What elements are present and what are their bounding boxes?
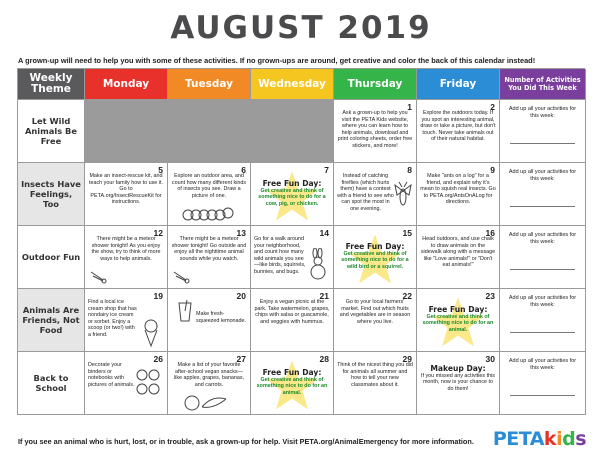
add-up-label: Add up all your activities for this week:	[508, 295, 577, 308]
day-number: 6	[241, 165, 246, 175]
logo-peta-text: PETA	[492, 428, 544, 450]
weekly-theme: Back to School	[18, 352, 85, 415]
activity-text: Go to your local farmers' market. Find out which fruits and vegetables are in season where you live.	[339, 299, 411, 325]
meteor-icon	[89, 270, 109, 284]
ice-cream-icon	[141, 318, 161, 348]
activity-text: Make "ants on a log" for a friend, and explain why it's mean to squish real insects. Go to PETA.org/AntsOnALog for directions.	[420, 173, 496, 205]
day-cell	[85, 352, 168, 415]
activity-count-cell[interactable]	[500, 100, 586, 163]
weekly-theme: Insects Have Feelings, Too	[18, 163, 85, 226]
day-cell	[334, 352, 417, 415]
bunny-icon	[307, 248, 329, 280]
day-cell	[334, 289, 417, 352]
weekly-theme: Let Wild Animals Be Free	[18, 100, 85, 163]
count-write-line[interactable]	[510, 395, 575, 396]
empty-day-cell	[85, 100, 168, 163]
day-cell	[417, 226, 500, 289]
makeup-day	[420, 364, 496, 392]
activity-text: Decorate your binders or notebooks with pictures of animals.	[88, 362, 135, 388]
page-title: AUGUST 2019	[170, 10, 432, 46]
activity-text: Think of the nicest thing you did for animals all summer and how to tell your new classmates about it.	[337, 362, 413, 388]
activity-text: Explore an outdoor area, and count how many different kinds of insects you see. Draw a picture of one.	[171, 173, 247, 199]
free-fun-day	[254, 179, 330, 207]
lemonade-icon	[176, 299, 194, 323]
day-number: 7	[324, 165, 329, 175]
day-number: 5	[158, 165, 163, 175]
caterpillar-icon	[182, 206, 234, 222]
activity-text: Get creative and think of something nice to do for a cow, pig, or chicken.	[258, 188, 326, 207]
count-write-line[interactable]	[510, 269, 575, 270]
logo-kids-letter: k	[543, 428, 557, 450]
day-cell	[168, 226, 251, 289]
day-number: 22	[402, 291, 412, 301]
day-cell	[334, 100, 417, 163]
logo-kids-letter: i	[556, 428, 563, 450]
day-number: 8	[407, 165, 412, 175]
logo-kids-text	[544, 428, 586, 450]
firefly-icon	[392, 181, 414, 209]
header-tuesday: Tuesday	[168, 69, 251, 100]
count-write-line[interactable]	[510, 143, 575, 144]
fruit-icon	[184, 393, 232, 411]
day-number: 27	[236, 354, 246, 364]
empty-day-cell	[168, 100, 251, 163]
activity-text: Get creative and think of something nice to do for an animal.	[256, 377, 328, 396]
header-activities-count: Number of Activities You Did This Week	[500, 69, 586, 100]
add-up-label: Add up all your activities for this week:	[508, 232, 577, 245]
activity-count-cell[interactable]	[500, 352, 586, 415]
day-cell	[251, 163, 334, 226]
free-fun-title: Free Fun Day:	[262, 368, 322, 377]
stickers-icon	[135, 368, 161, 398]
activity-count-cell[interactable]	[500, 226, 586, 289]
activity-text: Make an insect-rescue kit, and teach your family how to use it. Go to PETA.org/InsectRescueKit for instructions.	[88, 173, 163, 205]
activity-text: Make a list of your favorite after-school vegan snacks—like apples, grapes, bananas, and carrots.	[173, 362, 245, 388]
add-up-label: Add up all your activities for this week:	[508, 358, 577, 371]
activity-text: Find a local ice cream shop that has nondairy ice cream or sorbet. Enjoy a scoop (or two!) with a friend.	[88, 299, 137, 338]
day-number: 9	[490, 165, 495, 175]
day-cell	[251, 352, 334, 415]
day-number: 20	[236, 291, 246, 301]
count-write-line[interactable]	[510, 206, 575, 207]
day-cell	[334, 163, 417, 226]
day-cell	[85, 289, 168, 352]
activity-text: Enjoy a vegan picnic at the park. Take watermelon, grapes, chips with salsa or guacamole, and veggies with hummus.	[254, 299, 330, 325]
day-number: 12	[153, 228, 163, 238]
meteor-icon	[172, 270, 192, 284]
day-number: 23	[485, 291, 495, 301]
activity-text: Instead of catching fireflies (which hurts them) have a contest with a friend to see who can spot the most in one evening.	[337, 173, 394, 212]
empty-day-cell	[251, 100, 334, 163]
activity-text: Get creative and think of something nice to do for a wild bird or a squirrel.	[341, 251, 409, 270]
free-fun-day	[254, 368, 330, 396]
day-cell	[168, 289, 251, 352]
activity-count-cell[interactable]	[500, 289, 586, 352]
activity-text: Make fresh-squeezed lemonade.	[196, 311, 247, 324]
activity-count-cell[interactable]	[500, 163, 586, 226]
day-number: 28	[319, 354, 329, 364]
day-cell	[85, 226, 168, 289]
free-fun-title: Free Fun Day:	[262, 179, 322, 188]
header-wednesday: Wednesday	[251, 69, 334, 100]
day-number: 19	[153, 291, 163, 301]
day-cell	[251, 289, 334, 352]
day-number: 26	[153, 354, 163, 364]
activity-text: There might be a meteor shower tonight! Go outside and enjoy all the nighttime animal sounds while you watch.	[171, 236, 247, 262]
day-cell	[417, 289, 500, 352]
activity-text: Ask a grown-up to help you visit the PETA Kids website, where you can learn how to help animals, download and print coloring sheets, order free stickers, and more!	[337, 110, 413, 149]
day-number: 29	[402, 354, 412, 364]
activity-text: There might be a meteor shower tonight! As you enjoy the show, try to think of more ways to help animals.	[91, 236, 161, 262]
day-number: 13	[236, 228, 246, 238]
free-fun-title: Free Fun Day:	[428, 305, 488, 314]
weekly-theme: Outdoor Fun	[18, 226, 85, 289]
calendar-grid	[17, 68, 585, 415]
header-thursday: Thursday	[334, 69, 417, 100]
logo-kids-letter: s	[575, 428, 586, 450]
day-cell	[334, 226, 417, 289]
activity-text: Go for a walk around your neighborhood, and count how many wild animals you see—like birds, squirrels, bunnies, and bugs.	[254, 236, 306, 275]
add-up-label: Add up all your activities for this week:	[508, 106, 577, 119]
activity-text: Head outdoors, and use chalk to draw animals on the sidewalk along with a message like "Love animals!" or "Don't eat animals!"	[420, 236, 496, 268]
day-cell	[251, 226, 334, 289]
day-cell	[417, 100, 500, 163]
header-weekly-theme: Weekly Theme	[18, 69, 85, 100]
footer-text: If you see an animal who is hurt, lost, or in trouble, ask a grown-up for help. Visit PETA.org/AnimalEmergency for more information.	[18, 437, 474, 446]
day-number: 1	[407, 102, 412, 112]
activity-text: If you missed any activities this month, now is your chance to do them!	[420, 373, 495, 392]
day-number: 15	[402, 228, 412, 238]
free-fun-day	[337, 242, 413, 270]
day-number: 2	[490, 102, 495, 112]
makeup-title: Makeup Day:	[430, 364, 486, 373]
logo-kids-letter: d	[562, 428, 576, 450]
day-cell	[85, 163, 168, 226]
day-cell	[417, 163, 500, 226]
free-fun-title: Free Fun Day:	[345, 242, 405, 251]
add-up-label: Add up all your activities for this week:	[508, 169, 577, 182]
header-monday: Monday	[85, 69, 168, 100]
day-number: 21	[319, 291, 329, 301]
activity-text: Get creative and think of something nice to do for an animal.	[422, 314, 494, 333]
instructions-text: A grown-up will need to help you with some of these activities. If no grown-ups are around, get creative and color the back of this calendar instead!	[18, 56, 536, 65]
weekly-theme: Animals Are Friends, Not Food	[18, 289, 85, 352]
day-number: 14	[319, 228, 329, 238]
day-cell	[168, 163, 251, 226]
count-write-line[interactable]	[510, 332, 575, 333]
header-friday: Friday	[417, 69, 500, 100]
day-cell	[168, 352, 251, 415]
activity-text: Explore the outdoors today. If you spot an interesting animal, draw or take a picture, but don't touch. Never take animals out of their natural habitat.	[420, 110, 496, 142]
peta-kids-logo	[493, 428, 586, 450]
day-number: 16	[485, 228, 495, 238]
day-number: 30	[485, 354, 495, 364]
free-fun-day	[420, 305, 496, 333]
day-cell	[417, 352, 500, 415]
